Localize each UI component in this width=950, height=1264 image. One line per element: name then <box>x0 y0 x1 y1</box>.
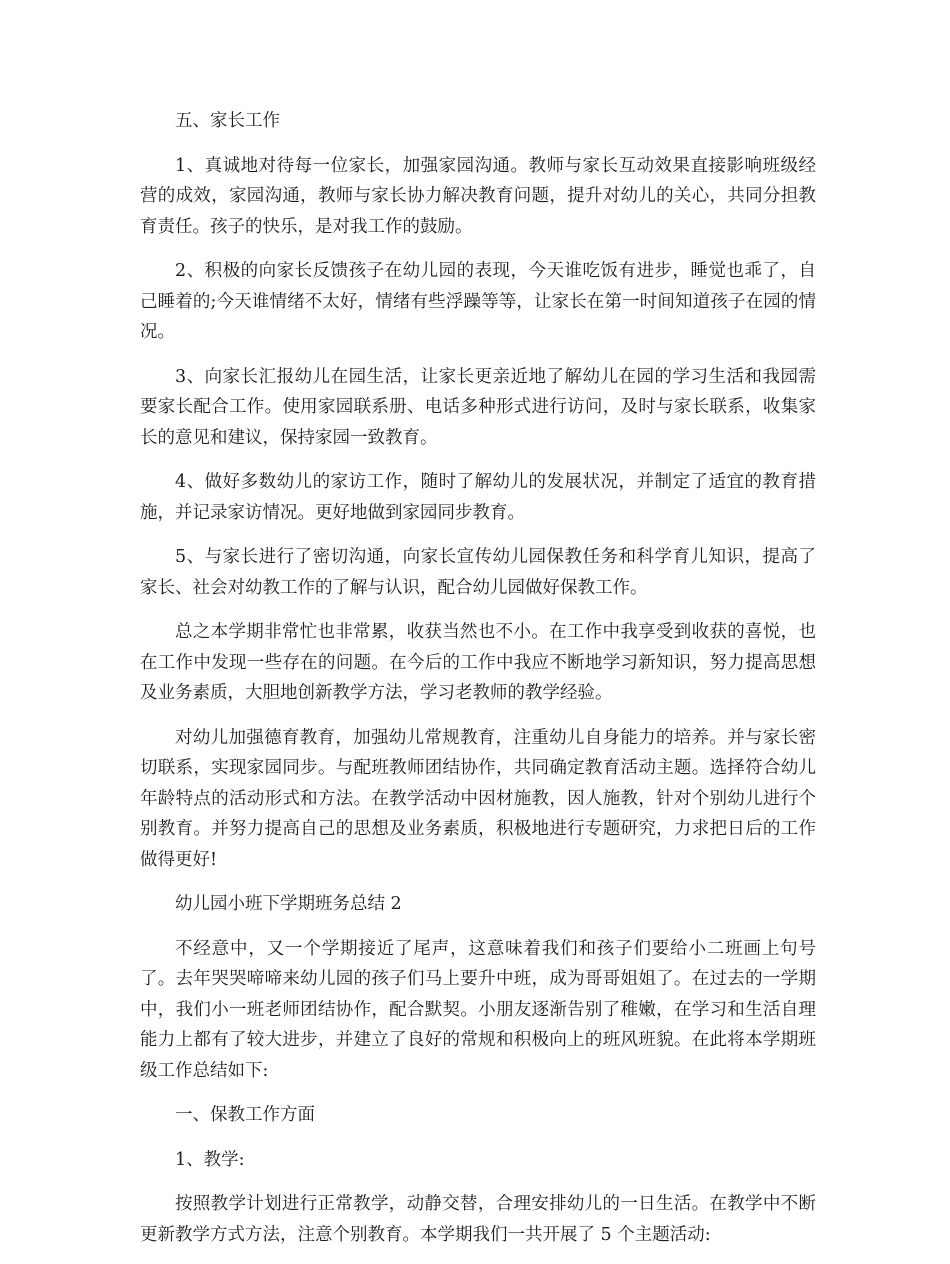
paragraph-moral-education: 对幼儿加强德育教育，加强幼儿常规教育，注重幼儿自身能力的培养。并与家长密切联系，实现家园同步。与配班教师团结协作，共同确定教育活动主题。选择符合幼儿年龄特点的活动形式和方法。在教学活动中因材施教，因人施教，针对个别幼儿进行个别教育。并努力提高自己的思想及业务素质，积极地进行专题研究，力求把日后的工作做得更好! <box>140 727 816 870</box>
paragraph-parent-work-3: 3、向家长汇报幼儿在园生活，让家长更亲近地了解幼儿在园的学习生活和我园需要家长配合工作。使用家园联系册、电话多种形式进行访问，及时与家长联系，收集家长的意见和建议，保持家园一致教育。 <box>140 366 816 448</box>
document-body <box>140 106 816 1264</box>
subsection-heading-teaching: 1、教学: <box>175 1149 245 1170</box>
paragraph-parent-work-5: 5、与家长进行了密切沟通，向家长宣传幼儿园保教任务和科学育儿知识，提高了家长、社会对幼教工作的了解与认识，配合幼儿园做好保教工作。 <box>140 547 816 598</box>
section-heading-parent-work: 五、家长工作 <box>175 111 280 131</box>
section-heading-care-education: 一、保教工作方面 <box>175 1105 315 1125</box>
paragraph-intro-2: 不经意中，又一个学期接近了尾声，这意味着我们和孩子们要给小二班画上句号了。去年哭哭啼啼来幼儿园的孩子们马上要升中班，成为哥哥姐姐了。在过去的一学期中，我们小一班老师团结协作，配合默契。小朋友逐渐告别了稚嫩，在学习和生活自理能力上都有了较大进步，并建立了良好的常规和积极向上的班风班貌。在此将本学期班级工作总结如下: <box>140 938 816 1081</box>
paragraph-parent-work-4: 4、做好多数幼儿的家访工作，随时了解幼儿的发展状况，并制定了适宜的教育措施，并记录家访情况。更好地做到家园同步教育。 <box>140 472 816 523</box>
paragraph-teaching: 按照教学计划进行正常教学，动静交替，合理安排幼儿的一日生活。在教学中不断更新教学方式方法，注意个别教育。本学期我们一共开展了 5 个主题活动: <box>140 1194 816 1245</box>
paragraph-parent-work-2: 2、积极的向家长反馈孩子在幼儿园的表现，今天谁吃饭有进步，睡觉也乖了，自己睡着的;今天谁情绪不太好，情绪有些浮躁等等，让家长在第一时间知道孩子在园的情况。 <box>140 261 816 342</box>
document-subtitle: 幼儿园小班下学期班务总结 2 <box>175 894 402 914</box>
paragraph-summary: 总之本学期非常忙也非常累，收获当然也不小。在工作中我享受到收获的喜悦，也在工作中发现一些存在的问题。在今后的工作中我应不断地学习新知识，努力提高思想及业务素质，大胆地创新教学方法，学习老教师的教学经验。 <box>140 622 816 703</box>
paragraph-parent-work-1: 1、真诚地对待每一位家长，加强家园沟通。教师与家长互动效果直接影响班级经营的成效，家园沟通，教师与家长协力解决教育问题，提升对幼儿的关心，共同分担教育责任。孩子的快乐，是对我工作的鼓励。 <box>140 155 816 237</box>
